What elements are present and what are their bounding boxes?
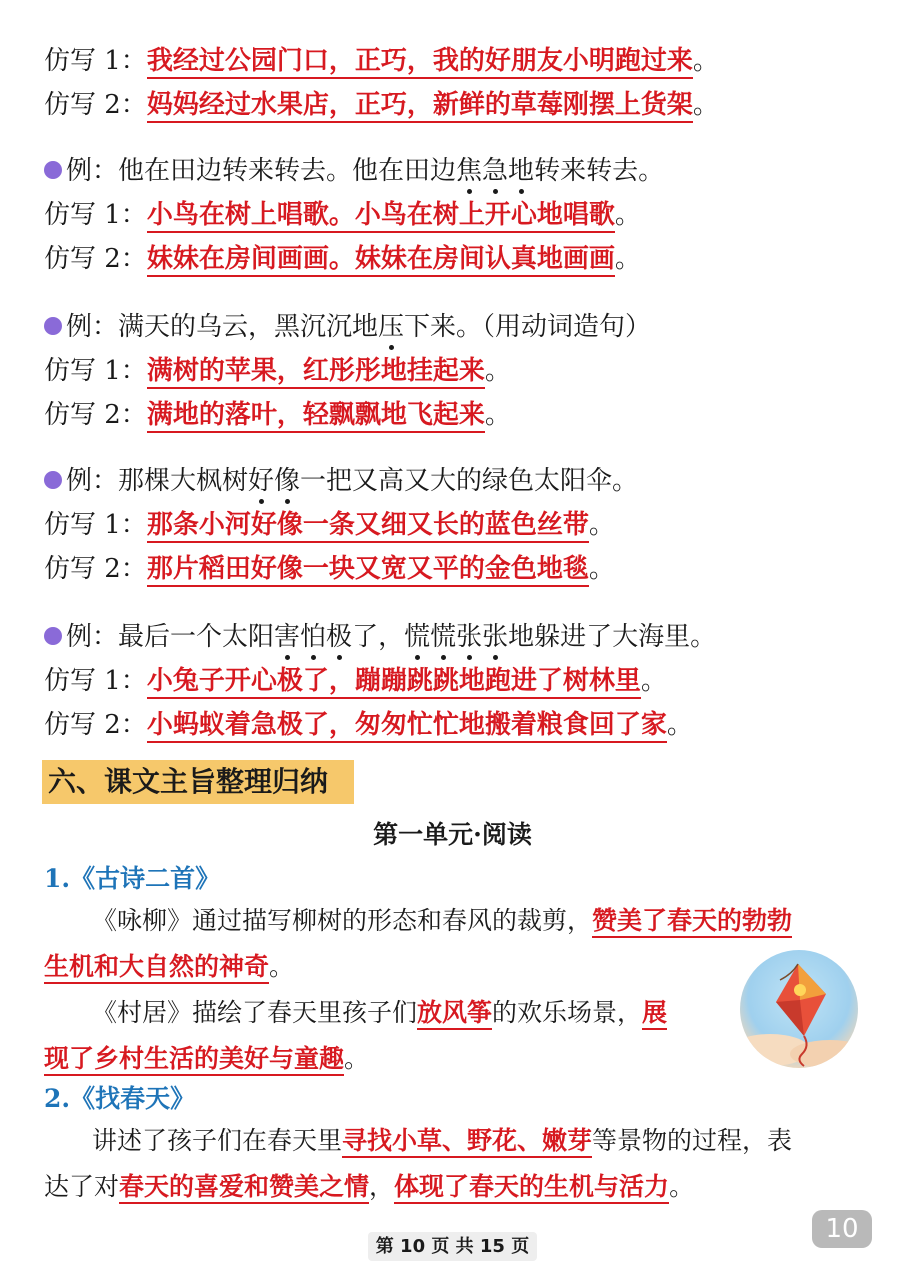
exercise-line <box>44 664 667 698</box>
emphasis-char: 地 <box>508 156 535 186</box>
paragraph-text: 的欢乐场景， <box>492 998 643 1027</box>
bullet-icon <box>44 161 62 179</box>
punctuation: 。 <box>692 46 719 76</box>
emphasis-char: 张 <box>456 622 483 652</box>
exercise-label: 仿写 2： <box>44 244 147 274</box>
exercise-line <box>44 88 719 122</box>
lesson-title: 1.《古诗二首》 <box>44 864 221 893</box>
exercise-label: 仿写 1： <box>44 46 147 76</box>
answer-text: 那片稻田好像一块又宽又平的金色地毯 <box>147 554 589 587</box>
answer-text: 生机和大自然的神奇 <box>44 952 269 984</box>
answer-text: 妈妈经过水果店，正巧，新鲜的草莓刚摆上货架 <box>147 90 693 123</box>
emphasis-char: 慌 <box>404 622 431 652</box>
punctuation: 。 <box>484 356 511 386</box>
paragraph-text: 讲述了孩子们在春天里 <box>92 1126 343 1155</box>
paragraph-text: 达了对 <box>44 1172 120 1201</box>
answer-text: 那条小河好像一条又细又长的蓝色丝带 <box>147 510 589 543</box>
unit-title: 第一单元·阅读 <box>373 820 532 849</box>
emphasis-char: 极 <box>326 622 353 652</box>
bullet-icon <box>44 471 62 489</box>
exercise-line <box>44 44 719 78</box>
bullet-icon <box>44 627 62 645</box>
punctuation: 。 <box>640 666 667 696</box>
punctuation: ， <box>369 1172 395 1201</box>
emphasis-char: 好 <box>248 466 275 496</box>
punctuation: 。 <box>344 1044 370 1073</box>
punctuation: 。 <box>666 710 693 740</box>
answer-text: 小鸟在树上唱歌。小鸟在树上开心地唱歌 <box>147 200 615 233</box>
answer-text: 我经过公园门口，正巧，我的好朋友小明跑过来 <box>147 46 693 79</box>
exercise-line <box>44 198 641 232</box>
emphasis-char: 怕 <box>300 622 327 652</box>
emphasis-char: 急 <box>482 156 509 186</box>
emphasis-char: 张 <box>482 622 509 652</box>
example-text: 例：那棵大枫树 <box>66 466 249 496</box>
punctuation: 。 <box>269 952 295 981</box>
example-text: 了， <box>352 622 405 652</box>
exercise-line <box>44 398 511 432</box>
paragraph-line <box>92 1118 792 1164</box>
emphasis-char: 焦 <box>456 156 483 186</box>
paragraph-text: 《村居》描绘了春天里孩子们 <box>92 998 418 1027</box>
exercise-line <box>44 242 641 276</box>
example-text: 下来。（用动词造句） <box>404 312 652 342</box>
exercise-label: 仿写 1： <box>44 510 147 540</box>
lesson-title: 2.《找春天》 <box>44 1084 196 1113</box>
punctuation: 。 <box>614 200 641 230</box>
emphasis-char: 像 <box>274 466 301 496</box>
emphasis-char: 压 <box>378 312 405 342</box>
example-line <box>44 154 664 188</box>
kite-icon <box>740 950 858 1068</box>
punctuation: 。 <box>484 400 511 430</box>
exercise-line <box>44 354 511 388</box>
example-text: 例：最后一个太阳 <box>66 622 275 652</box>
emphasis-char: 慌 <box>430 622 457 652</box>
bullet-icon <box>44 317 62 335</box>
example-line <box>44 620 716 654</box>
example-text: 例：他在田边转来转去。他在田边 <box>66 156 457 186</box>
paragraph-line <box>44 1164 694 1210</box>
exercise-label: 仿写 1： <box>44 356 147 386</box>
answer-text: 小蚂蚁着急极了，匆匆忙忙地搬着粮食回了家 <box>147 710 667 743</box>
answer-text: 妹妹在房间画画。妹妹在房间认真地画画 <box>147 244 615 277</box>
example-text: 一把又高又大的绿色太阳伞。 <box>300 466 639 496</box>
answer-text: 寻找小草、野花、嫩芽 <box>342 1126 592 1158</box>
paragraph-text: 《咏柳》通过描写柳树的形态和春风的裁剪， <box>92 906 593 935</box>
punctuation: 。 <box>588 554 615 584</box>
answer-text: 体现了春天的生机与活力 <box>394 1172 669 1204</box>
paragraph-text: 等景物的过程，表 <box>592 1126 793 1155</box>
punctuation: 。 <box>588 510 615 540</box>
exercise-label: 仿写 2： <box>44 710 147 740</box>
paragraph-line <box>92 898 792 944</box>
exercise-label: 仿写 2： <box>44 400 147 430</box>
example-text: 地躲进了大海里。 <box>508 622 717 652</box>
example-text: 转来转去。 <box>534 156 665 186</box>
exercise-line <box>44 508 615 542</box>
answer-text: 展 <box>642 998 667 1030</box>
answer-text: 放风筝 <box>417 998 492 1030</box>
kite-illustration <box>740 950 858 1068</box>
exercise-line <box>44 708 693 742</box>
exercise-label: 仿写 2： <box>44 554 147 584</box>
page-number-badge: 10 <box>812 1210 872 1248</box>
answer-text: 小兔子开心极了，蹦蹦跳跳地跑进了树林里 <box>147 666 641 699</box>
exercise-label: 仿写 1： <box>44 200 147 230</box>
section-heading: 六、课文主旨整理归纳 <box>42 760 354 804</box>
example-line <box>44 464 638 498</box>
answer-text: 春天的喜爱和赞美之情 <box>119 1172 369 1204</box>
answer-text: 满树的苹果，红彤彤地挂起来 <box>147 356 485 389</box>
answer-text: 赞美了春天的勃勃 <box>592 906 792 938</box>
example-text: 例：满天的乌云，黑沉沉地 <box>66 312 379 342</box>
punctuation: 。 <box>692 90 719 120</box>
punctuation: 。 <box>669 1172 695 1201</box>
exercise-label: 仿写 2： <box>44 90 147 120</box>
paragraph-line <box>44 1036 369 1082</box>
paragraph-line <box>92 990 667 1036</box>
punctuation: 。 <box>614 244 641 274</box>
answer-text: 满地的落叶，轻飘飘地飞起来 <box>147 400 485 433</box>
page-indicator: 第 10 页 共 15 页 <box>368 1232 537 1261</box>
exercise-line <box>44 552 615 586</box>
example-line <box>44 310 651 344</box>
page-footer <box>0 1232 905 1258</box>
paragraph-line <box>44 944 294 990</box>
answer-text: 现了乡村生活的美好与童趣 <box>44 1044 344 1076</box>
emphasis-char: 害 <box>274 622 301 652</box>
exercise-label: 仿写 1： <box>44 666 147 696</box>
